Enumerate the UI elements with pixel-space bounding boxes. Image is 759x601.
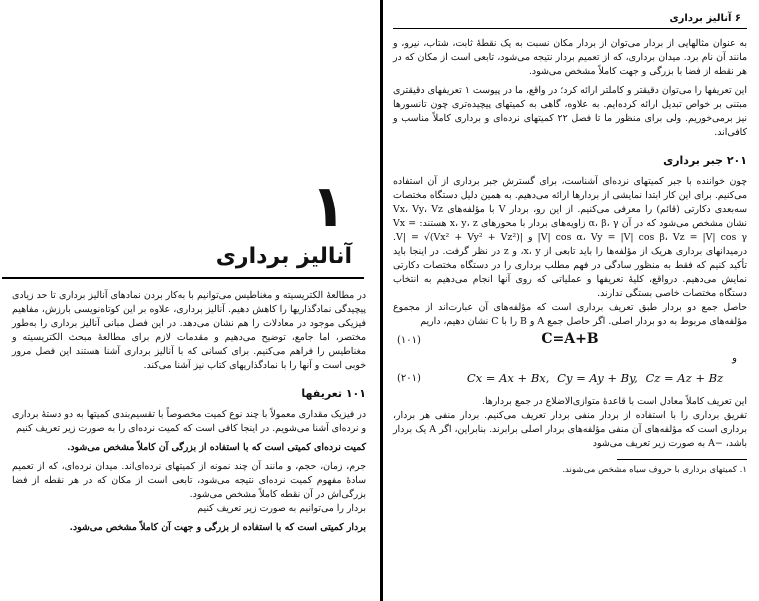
equation-1-formula: C=A+B (541, 331, 599, 347)
right-page (383, 0, 759, 601)
equation-2 (393, 367, 747, 395)
footnote-rule (617, 459, 747, 460)
equation-2-z-component: Cz = Az + Bz (645, 371, 724, 385)
scalar-definition: کمیت نرده‌ای کمیتی است که با استفاده از بزرگی آن کاملاً مشخص می‌شود. (67, 442, 366, 453)
vector-algebra-paragraph-2: حاصل جمع دو بردار طبق تعریف برداری است که مؤلفه‌های آن عبارت‌اند از مجموع مؤلفه‌های مربوط به دو بردار اصلی. اگر حاصل جمع A و B را با C نشان دهیم، داریم (393, 302, 747, 327)
chapter-intro-paragraph: در مطالعهٔ الکتریسیته و مغناطیس می‌توانیم با به‌کار بردن نمادهای آنالیز برداری تا حد زیادی پیچیدگی نمادگذاریها را کاهش دهیم. آنالیز برداری، علاوه بر این کوتاه‌نویسی بارزش، مفاهیم فیزیکی موجود در معادلات را هم نشان می‌دهد. در این فصل مبانی آنالیز برداری را به‌طور مختصر، اما جامع، توضیح می‌دهیم و مقدمات لازم برای مطالعهٔ مبحث الکتریسیته و مغناطیس را فراهم می‌کنیم. برای کسانی که با آنالیز برداری آشنا هستند این فصل مرور خوبی است و آنها را با نمادگذاریهای کتاب نیز آشنا می‌کند. (12, 290, 366, 371)
definitions-paragraph-1: در فیزیک مقداری معمولاً با چند نوع کمیت مخصوصاً با تقسیم‌بندی کمیتها به دو دستهٔ برداری و نرده‌ای آشنا می‌شویم. در اینجا کافی است که کمیت نرده‌ای را به صورت زیر تعریف کنیم (12, 409, 366, 434)
definitions-paragraph-3: بردار را می‌توانیم به صورت زیر تعریف کنیم (197, 503, 366, 514)
equation-2-formulas (463, 371, 727, 385)
header-rule (393, 28, 747, 29)
definitions-paragraph-2: جرم، زمان، حجم، و مانند آن چند نمونه از کمیتهای نرده‌ای‌اند. میدان نرده‌ای، که از تعمیم سادهٔ مفهوم کمیت نرده‌ای نتیجه می‌شود، تابعی است از مکان که در هر نقطه از فضا بزرگی‌اش در آن نقطه کاملاً مشخص می‌شود. (12, 461, 366, 500)
vector-algebra-paragraph-4: تفریق برداری را با استفاده از بردار منفی بردار تعریف می‌کنیم. بردار منفی هر بردار، برداری است که مؤلفه‌های آن منفی مؤلفه‌های بردار اصلی برابرند. بنابراین، اگر A یک بردار باشد، −A به صورت زیر تعریف می‌شود (393, 410, 747, 449)
right-paragraph-2: این تعریفها را می‌توان دقیقتر و کاملتر ارائه کرد؛ در واقع، ما در پیوست ۱ تعریفهای دقیقتری مبتنی بر خواص تبدیل ارائه کرده‌ایم. به علاوه، گاهی به کمیتهای پیچیده‌تری چون تانسورها نیز برمی‌خوریم. ولی برای منظور ما تا فصل ۲۲ کمیتهای نرده‌ای و برداری کاملاً مناسب و کافی‌اند. (393, 85, 748, 138)
chapter-title-rule (2, 277, 364, 279)
chapter-title: آنالیز برداری (215, 244, 352, 269)
vector-definition: بردار کمیتی است که با استفاده از بزرگی و جهت آن کاملاً مشخص می‌شود. (69, 522, 366, 533)
vector-algebra-paragraph-3: این تعریف کاملاً معادل است با قاعدهٔ متوازی‌الاضلاع در جمع بردارها. (481, 396, 747, 407)
conjunction-and: و (732, 353, 737, 364)
equation-2-x-component: Cx = Ax + Bx, (466, 371, 550, 385)
section-heading-definitions: ۱۰۱ تعریفها (301, 387, 366, 400)
vector-algebra-paragraph-1: چون خواننده با جبر کمیتهای نرده‌ای آشناست، برای گسترش جبر برداری از آن استفاده می‌کنیم. برای این کار ابتدا نمایشی از بردارها ارائه می‌دهیم. به همین دلیل دستگاه مختصات سه‌بعدی دکارتی (قائم) را معرفی می‌کنیم. از این رو، بردار V با مؤلفه‌های Vx، Vy، Vz نشان مشخص می‌شود که در آن α، β، γ زاویه‌های بردار با محورهای x، y، z هستند: Vx = |V| cos α، Vy = |V| cos β، Vz = |V| cos γ و |V| = √(Vx² + Vy² + Vz²). درمیدانهای برداری هریک از مؤلفه‌ها را باید تابعی از x، y، و z در نظر گرفت. در اینجا باید تأکید کنیم که فقط به منظور سادگی در فهم مطلب برداری را در دستگاه مختصات دکارتی نمایش می‌دهیم. درواقع، کلیهٔ تعریفها و عملیاتی که روی آنها انجام می‌دهیم به انتخاب دستگاه مختصات خاصی بستگی ندارند. (393, 176, 747, 299)
equation-1-number: (۱۰۱) (397, 335, 421, 346)
equation-2-y-component: Cy = Ay + By, (557, 371, 638, 385)
equation-2-number: (۲۰۱) (397, 373, 421, 384)
equation-1 (393, 329, 747, 357)
running-header: ۶ آنالیز برداری (669, 13, 741, 24)
chapter-number: ۱ (310, 172, 346, 240)
section-heading-vector-algebra: ۲۰۱ جبر برداری (663, 154, 747, 167)
right-paragraph-1: به عنوان مثالهایی از بردار می‌توان از بردار مکان نسبت به یک نقطهٔ ثابت، شتاب، نیرو، و مانند آن نام برد. میدان برداری، که از تعمیم بردار نتیجه می‌شود، تابعی است از مکان که در هر نقطه از فضا با بزرگی و جهت کاملاً مشخص می‌شود. (393, 38, 747, 77)
footnote: ۱. کمیتهای برداری با حروف سیاه مشخص می‌شوند. (562, 465, 747, 475)
